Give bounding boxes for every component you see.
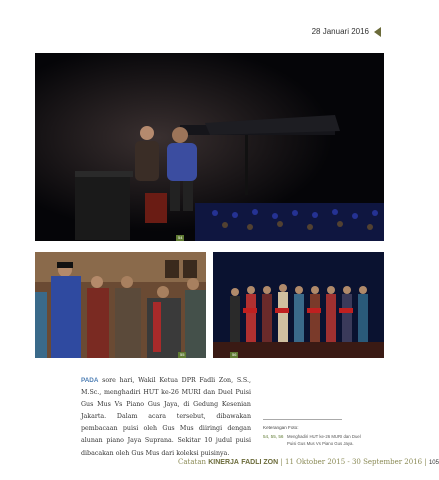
caption-photo-refs: 54, 55, 56	[263, 434, 284, 439]
next-page-arrow-icon	[374, 27, 381, 37]
footer-name: FADLI ZON	[241, 459, 279, 466]
article-lead-word: PADA	[81, 377, 99, 384]
photo-stage-performance	[35, 53, 384, 241]
caption-text: Menghadiri HUT ke-26 MURI dan Duel Puisi Gus Mus Vs Piano Gus Jaya.	[287, 434, 361, 446]
photo-tag-left: 55	[180, 352, 185, 357]
caption-label: Keterangan Foto:	[263, 425, 299, 430]
page-footer: Catatan KINERJA FADLI ZON | 11 Oktober 2015 - 30 September 2016 | 105	[178, 458, 439, 466]
page-date: 28 Januari 2016	[311, 27, 369, 36]
crowd-illustration	[35, 252, 206, 358]
photo-tag-right: 56	[232, 352, 237, 357]
caption-divider	[263, 419, 342, 420]
article-text: sore hari, Wakil Ketua DPR Fadli Zon, S.S., M.Sc., menghadiri HUT ke-26 MURI dan Duel Puisi Gus Mus Vs Piano Gus Jaya, di Gedung Kesenian Jakarta. Dalam acara tersebut, dibawakan pembacaan puisi oleh Gus Mus diiringi dengan alunan piano Jaya Suprana. Sekitar 10 judul puisi dibacakan oleh Gus Mus dari koleksi puisinya.	[81, 377, 251, 457]
page-number: 105	[428, 460, 439, 466]
photo-tag-main: 54	[178, 235, 183, 240]
footer-range: 11 Oktober 2015 - 30 September 2016	[285, 458, 423, 466]
photo-greeting-crowd	[35, 252, 206, 358]
stage-illustration	[35, 53, 384, 241]
photo-stage-group	[213, 252, 384, 358]
group-illustration	[213, 252, 384, 358]
footer-catatan: Catatan	[178, 458, 207, 466]
footer-kinerja: KINERJA	[208, 459, 239, 466]
article-body	[81, 375, 251, 460]
